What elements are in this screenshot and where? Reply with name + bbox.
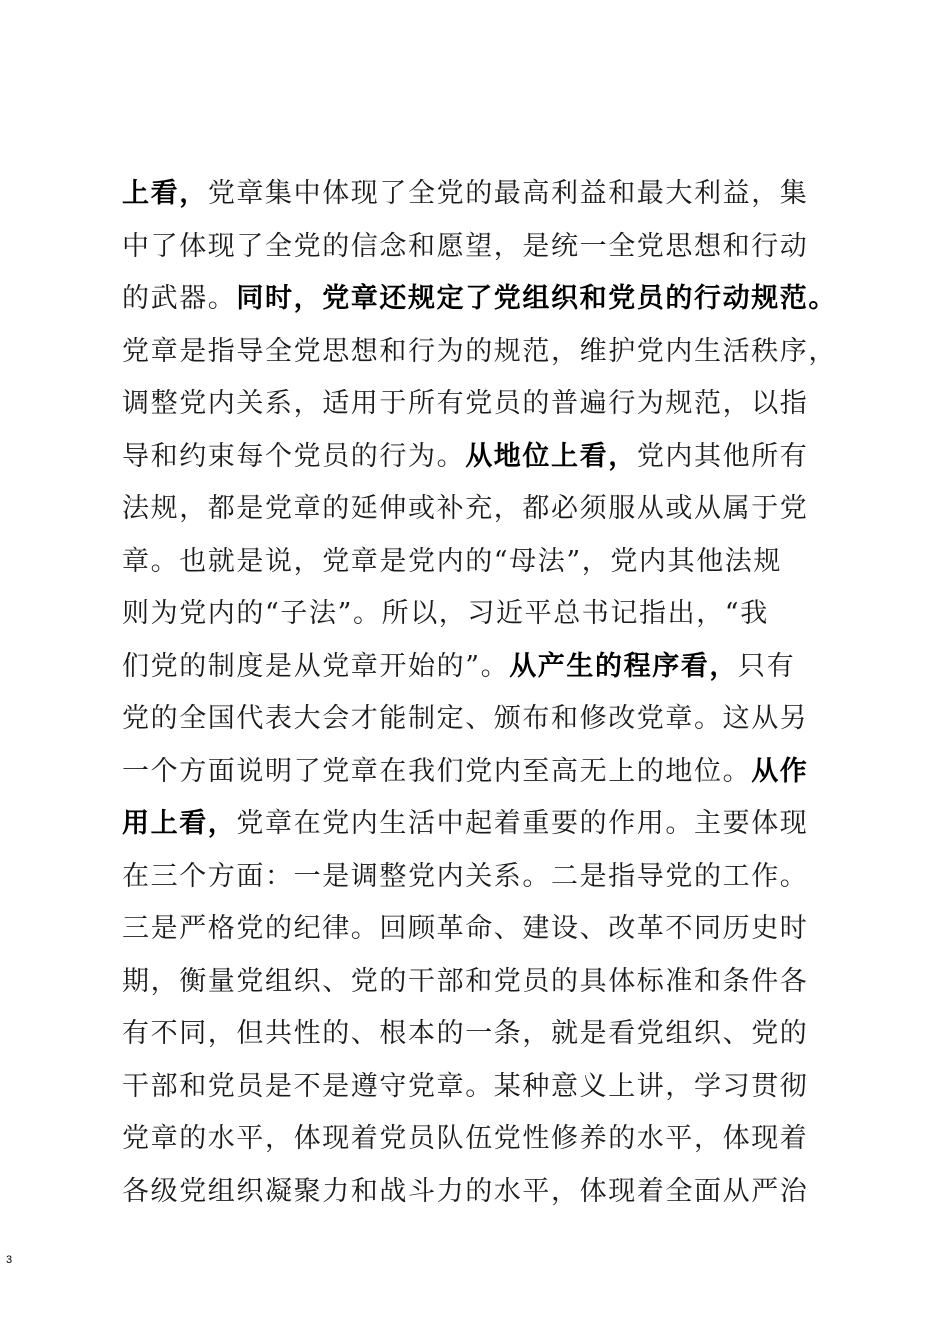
bold-text-segment: 上看，	[122, 178, 208, 209]
text-segment: 期，衡量党组织、党的干部和党员的具体标准和条件各	[122, 965, 809, 997]
text-line	[122, 431, 822, 484]
page-number: 3	[6, 1254, 13, 1266]
text-line	[122, 1008, 822, 1061]
text-line	[122, 903, 822, 956]
text-line	[122, 221, 822, 274]
text-segment: 导和约束每个党员的行为。	[122, 440, 466, 472]
text-line	[122, 798, 822, 851]
text-segment: 党的全国代表大会才能制定、颁布和修改党章。这从另	[122, 703, 809, 734]
bold-text-segment: 从作	[751, 755, 809, 787]
text-segment: 党章是指导全党思想和行为的规范，维护党内生活秩序，	[122, 335, 837, 367]
text-line	[122, 851, 822, 904]
text-line	[122, 483, 822, 536]
text-segment: 章。也就是说，党章是党内的“母法”，党内其他法规	[122, 545, 783, 577]
text-line	[122, 956, 822, 1009]
text-line	[122, 588, 822, 641]
text-segment: 法规，都是党章的延伸或补充，都必须服从或从属于党	[122, 493, 809, 524]
bold-text-segment: 同时，党章还规定了党组织和党员的行动规范。	[236, 283, 838, 314]
bold-text-segment: 用上看，	[122, 808, 237, 839]
bold-text-segment: 从地位上看，	[465, 440, 637, 472]
text-line	[122, 693, 822, 746]
text-segment: 干部和党员是不是遵守党章。某种意义上讲，学习贯彻	[122, 1070, 809, 1102]
text-segment: 在三个方面：一是调整党内关系。二是指导党的工作。	[122, 860, 809, 892]
text-segment: 的武器。	[122, 283, 237, 314]
text-line	[122, 168, 822, 221]
text-line	[122, 536, 822, 589]
text-segment: 党章集中体现了全党的最高利益和最大利益，集	[207, 178, 809, 209]
text-segment: 党章的水平，体现着党员队伍党性修养的水平，体现着	[122, 1123, 809, 1154]
text-segment: 中了体现了全党的信念和愿望，是统一全党思想和行动	[122, 230, 809, 262]
text-segment: 们党的制度是从党章开始的”。	[122, 650, 510, 682]
text-segment: 有不同，但共性的、根本的一条，就是看党组织、党的	[122, 1018, 809, 1049]
body-paragraph	[122, 168, 838, 1218]
text-segment: 一个方面说明了党章在我们党内至高无上的地位。	[122, 755, 752, 787]
text-line	[122, 378, 822, 431]
text-segment: 党章在党内生活中起着重要的作用。主要体现	[236, 808, 809, 839]
text-line	[122, 326, 837, 379]
text-line	[122, 746, 822, 799]
text-segment: 调整党内关系，适用于所有党员的普遍行为规范，以指	[122, 388, 809, 419]
text-line	[122, 1166, 822, 1219]
text-line	[122, 273, 838, 326]
text-line	[122, 1061, 822, 1114]
text-segment: 党内其他所有	[636, 440, 809, 472]
text-segment: 各级党组织凝聚力和战斗力的水平，体现着全面从严治	[122, 1175, 809, 1207]
bold-text-segment: 从产生的程序看，	[509, 650, 739, 682]
text-segment: 三是严格党的纪律。回顾革命、建设、改革不同历史时	[122, 913, 809, 944]
text-segment: 则为党内的“子法”。所以，习近平总书记指出，“我	[122, 598, 769, 629]
text-line	[122, 1113, 822, 1166]
text-segment: 只有	[738, 650, 796, 682]
text-line	[122, 641, 822, 694]
